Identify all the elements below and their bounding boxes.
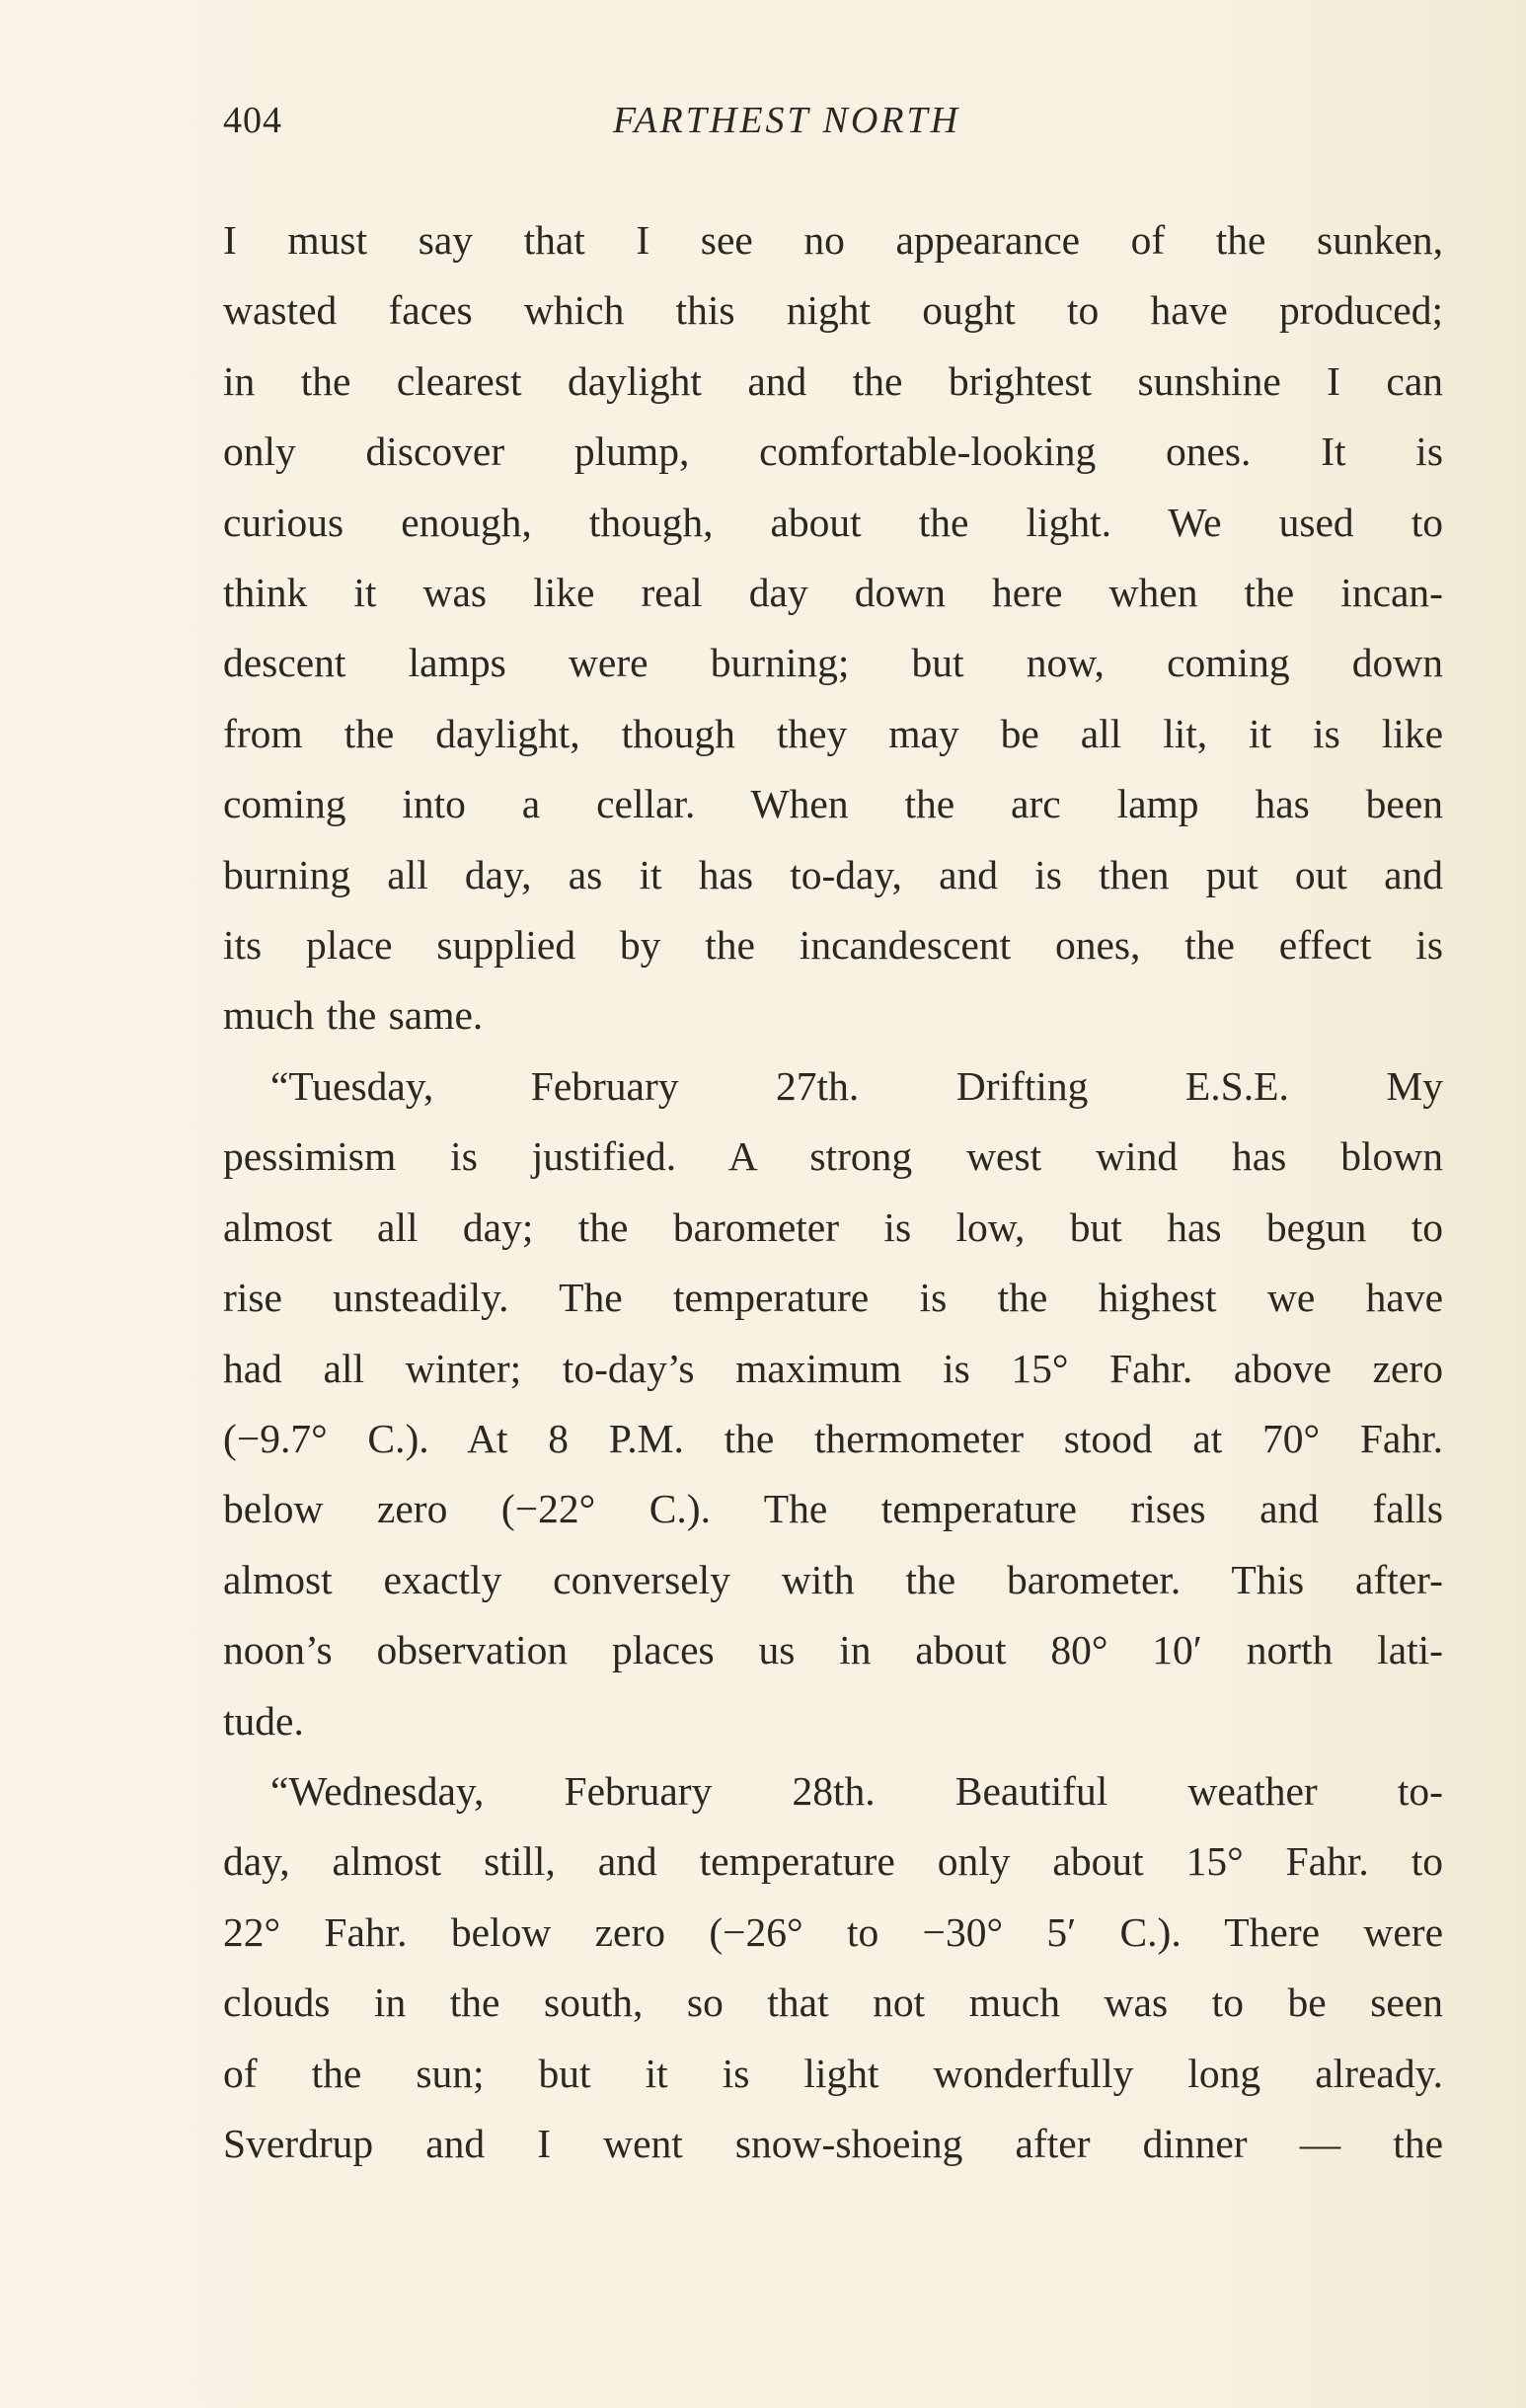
text-line: almost all day; the barometer is low, but has begun to bbox=[223, 1204, 1443, 1250]
text-line: rise unsteadily. The temperature is the highest we have bbox=[223, 1275, 1443, 1321]
running-head bbox=[223, 99, 1443, 158]
text-line: curious enough, though, about the light. We used to bbox=[223, 499, 1443, 545]
text-line: 22° Fahr. below zero (−26° to −30° 5′ C.). There were bbox=[223, 1908, 1443, 1955]
text-line: of the sun; but it is light wonderfully long already. bbox=[223, 2050, 1443, 2096]
paragraph-3 bbox=[223, 1756, 1443, 2179]
text-line: descent lamps were burning; but now, coming down bbox=[223, 640, 1443, 686]
text-line: almost exactly conversely with the barometer. This after- bbox=[223, 1556, 1443, 1602]
text-line: tude. bbox=[223, 1697, 304, 1744]
text-line: clouds in the south, so that not much was to be seen bbox=[223, 1980, 1443, 2026]
text-line: in the clearest daylight and the brightest sunshine I can bbox=[223, 357, 1443, 404]
text-line: day, almost still, and temperature only about 15° Fahr. to bbox=[223, 1838, 1443, 1885]
page-number: 404 bbox=[223, 100, 282, 141]
text-line: had all winter; to-day’s maximum is 15° Fahr. above zero bbox=[223, 1345, 1443, 1391]
body-text bbox=[223, 205, 1443, 2179]
paragraph-2 bbox=[223, 1051, 1443, 1756]
text-line: much the same. bbox=[223, 992, 484, 1039]
text-line: coming into a cellar. When the arc lamp has been bbox=[223, 781, 1443, 827]
text-line: (−9.7° C.). At 8 P.M. the thermometer stood at 70° Fahr. bbox=[223, 1415, 1443, 1461]
text-line: noon’s observation places us in about 80° 10′ north lati- bbox=[223, 1627, 1443, 1673]
text-line: below zero (−22° C.). The temperature rises and falls bbox=[223, 1486, 1443, 1532]
text-line: “Tuesday, February 27th. Drifting E.S.E. My bbox=[270, 1062, 1443, 1109]
paragraph-1 bbox=[223, 205, 1443, 1051]
text-line: wasted faces which this night ought to have produced; bbox=[223, 287, 1443, 334]
running-title: FARTHEST NORTH bbox=[613, 100, 961, 141]
text-line: only discover plump, comfortable-looking ones. It is bbox=[223, 428, 1443, 475]
text-line: I must say that I see no appearance of the sunken, bbox=[223, 217, 1443, 263]
text-line: burning all day, as it has to-day, and is then put out and bbox=[223, 851, 1443, 897]
text-line: its place supplied by the incandescent ones, the effect is bbox=[223, 922, 1443, 969]
text-line: think it was like real day down here when the incan- bbox=[223, 570, 1443, 616]
text-line: from the daylight, though they may be all lit, it is like bbox=[223, 710, 1443, 756]
text-line: Sverdrup and I went snow-shoeing after dinner — the bbox=[223, 2120, 1443, 2166]
text-line: pessimism is justified. A strong west wind has blown bbox=[223, 1133, 1443, 1180]
text-line: “Wednesday, February 28th. Beautiful weather to- bbox=[270, 1767, 1443, 1814]
